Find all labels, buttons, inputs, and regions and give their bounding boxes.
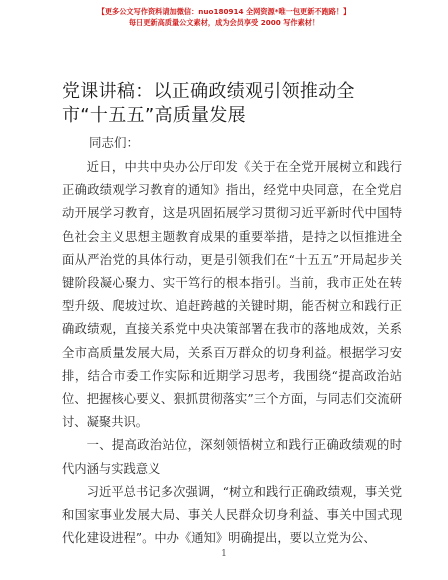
section-heading: 一、提高政治站位，深刻领悟树立和践行正确政绩观的时代内涵与实践意义	[62, 438, 402, 476]
page-number: 1	[221, 549, 227, 559]
document-title: 党课讲稿：以正确政绩观引领推动全市“十五五”高质量发展	[62, 81, 355, 126]
promo-banner	[0, 6, 448, 28]
greeting: 同志们：	[89, 135, 140, 150]
body-paragraph: 近日，中共中央办公厅印发《关于在全党开展树立和践行正确政绩观学习教育的通知》指出，经党中央同意，在全党启动开展学习教育，这是巩固拓展学习贯彻习近平新时代中国特色社会主义思想主题教育成果的重要举措，是持之以恒推进全面从严治党的具体行动，更是引领我们在“十五五”开局起步关键阶段凝心聚力、实干笃行的根本指引。当前，我市正处在转型升级、爬坡过坎、追赶跨越的关键时期，能否树立和践行正确政绩观，直接关系党中央决策部署在我市的落地成效，关系全市高质量发展大局，关系百万群众的切身利益。根据学习安排，结合市委工作实际和近期学习思考，我围绕“提高政治站位、把握核心要义、狠抓贯彻落实”三个方面，与同志们交流研讨、凝聚共识。	[62, 160, 402, 430]
body-paragraph: 习近平总书记多次强调，“树立和践行正确政绩观，事关党和国家事业发展大局、事关人民群众切身利益、事关中国式现代化建设进程”。中办《通知》明确提出，要以立党为公、	[62, 484, 402, 546]
banner-line-2: 每日更新高质量公文素材，成为会员享受 2000 写作素材！	[128, 18, 320, 27]
banner-line-1: 【更多公文写作资料请加微信：nuo180914 全网资源*唯一包更新不跑路！】	[97, 7, 351, 16]
document-body	[62, 156, 402, 550]
